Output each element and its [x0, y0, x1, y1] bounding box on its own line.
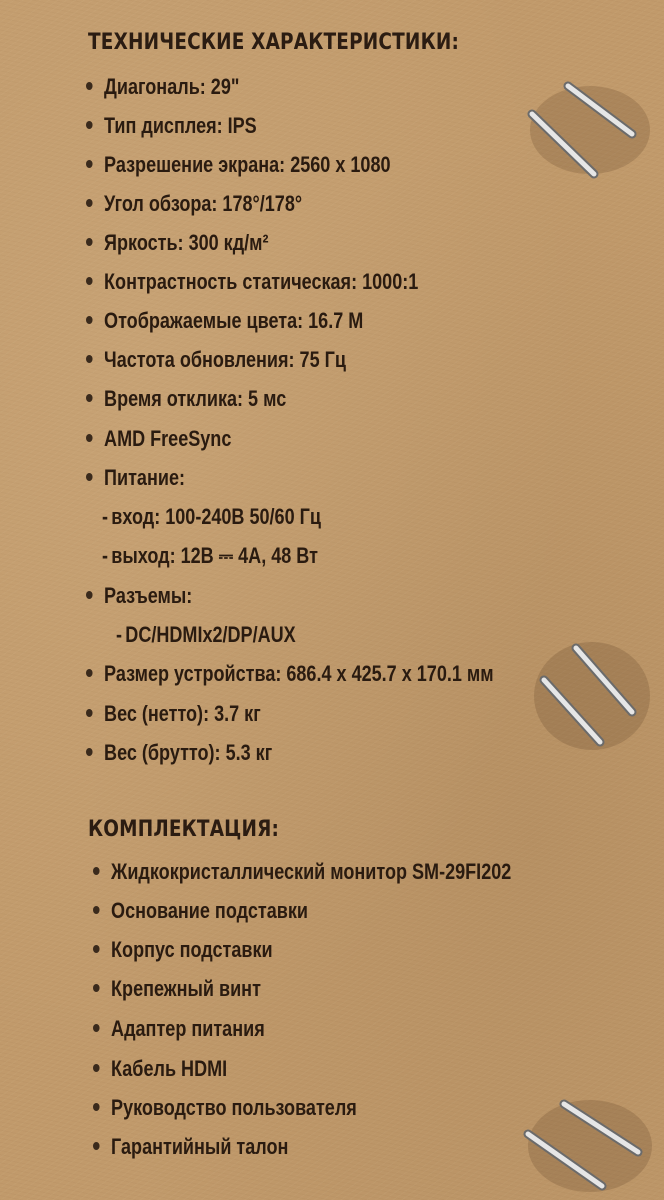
bullet-icon	[86, 355, 93, 363]
kit-item-hdmi-cable	[93, 1056, 227, 1082]
kit-heading: КОМПЛЕКТАЦИЯ:	[88, 817, 280, 842]
bullet-icon	[86, 591, 93, 599]
spec-item-net-weight	[86, 701, 261, 727]
spec-item-power	[86, 465, 185, 491]
bullet-icon	[86, 394, 93, 402]
bullet-icon	[86, 316, 93, 324]
spec-item-text: Контрастность статическая: 1000:1	[104, 269, 419, 294]
bullet-icon	[93, 1142, 100, 1150]
kit-item-text: Адаптер питания	[111, 1016, 265, 1041]
spec-subitem-input	[102, 504, 321, 530]
kit-item-stand-base	[93, 898, 308, 924]
kit-item-screw	[93, 976, 261, 1002]
spec-item-contrast	[86, 269, 418, 295]
kit-item-text: Жидкокристаллический монитор SM-29FI202	[111, 859, 512, 884]
spec-item-display-type	[86, 113, 257, 139]
spec-item-text: Время отклика: 5 мс	[104, 386, 287, 411]
spec-item-text: Вес (брутто): 5.3 кг	[104, 740, 273, 765]
spec-item-viewing-angle	[86, 191, 302, 217]
bullet-icon	[86, 669, 93, 677]
kit-item-text: Кабель HDMI	[111, 1056, 228, 1081]
kit-item-stand-body	[93, 937, 273, 963]
spec-item-resolution	[86, 152, 391, 178]
kit-item-text: Гарантийный талон	[111, 1134, 289, 1159]
spec-item-response-time	[86, 386, 286, 412]
spec-item-diagonal	[86, 74, 239, 100]
bullet-icon	[93, 867, 100, 875]
bullet-icon	[93, 945, 100, 953]
spec-item-text: DC/HDMIx2/DP/AUX	[125, 622, 296, 647]
spec-subitem-output	[102, 543, 318, 569]
specs-heading: ТЕХНИЧЕСКИЕ ХАРАКТЕРИСТИКИ:	[88, 30, 460, 55]
spec-item-text: Отображаемые цвета: 16.7 M	[104, 308, 364, 333]
bullet-icon	[86, 709, 93, 717]
staple-icon	[520, 630, 660, 760]
spec-item-text: Размер устройства: 686.4 x 425.7 x 170.1 мм	[104, 661, 494, 686]
kit-item-text: Корпус подставки	[111, 937, 273, 962]
spec-item-text: Тип дисплея: IPS	[104, 113, 257, 138]
spec-item-text: вход: 100-240В 50/60 Гц	[111, 504, 321, 529]
bullet-icon	[93, 1064, 100, 1072]
dash-icon: -	[102, 543, 109, 568]
bullet-icon	[93, 984, 100, 992]
staple-icon	[516, 1090, 662, 1200]
spec-item-refresh-rate	[86, 347, 346, 373]
bullet-icon	[86, 199, 93, 207]
spec-item-text: Вес (нетто): 3.7 кг	[104, 701, 261, 726]
spec-item-text: Разъемы:	[104, 583, 193, 608]
bullet-icon	[86, 82, 93, 90]
bullet-icon	[93, 1103, 100, 1111]
bullet-icon	[86, 160, 93, 168]
spec-item-gross-weight	[86, 740, 272, 766]
bullet-icon	[86, 434, 93, 442]
kit-item-text: Основание подставки	[111, 898, 308, 923]
bullet-icon	[86, 121, 93, 129]
staple-icon	[520, 70, 660, 190]
bullet-icon	[86, 748, 93, 756]
spec-item-freesync	[86, 426, 231, 452]
bullet-icon	[86, 277, 93, 285]
bullet-icon	[93, 906, 100, 914]
spec-item-connectors	[86, 583, 192, 609]
kit-item-user-manual	[93, 1095, 357, 1121]
bullet-icon	[93, 1024, 100, 1032]
spec-item-text: Питание:	[104, 465, 186, 490]
spec-item-text: AMD FreeSync	[104, 426, 232, 451]
spec-subitem-ports	[116, 622, 296, 648]
spec-item-text: Яркость: 300 кд/м²	[104, 230, 269, 255]
spec-item-dimensions	[86, 661, 494, 687]
spec-item-text: Угол обзора: 178°/178°	[104, 191, 303, 216]
dash-icon: -	[102, 504, 109, 529]
spec-item-colors	[86, 308, 363, 334]
bullet-icon	[86, 238, 93, 246]
spec-item-text: Разрешение экрана: 2560 x 1080	[104, 152, 391, 177]
spec-item-text: Частота обновления: 75 Гц	[104, 347, 346, 372]
spec-item-brightness	[86, 230, 269, 256]
bullet-icon	[86, 473, 93, 481]
kit-item-text: Крепежный винт	[111, 976, 261, 1001]
spec-item-text: Диагональ: 29"	[104, 74, 240, 99]
kit-item-power-adapter	[93, 1016, 265, 1042]
kit-item-text: Руководство пользователя	[111, 1095, 357, 1120]
spec-item-text: выход: 12В ⎓ 4А, 48 Вт	[111, 543, 318, 568]
kit-item-warranty-card	[93, 1134, 288, 1160]
kit-item-monitor	[93, 859, 511, 885]
dash-icon: -	[116, 622, 123, 647]
